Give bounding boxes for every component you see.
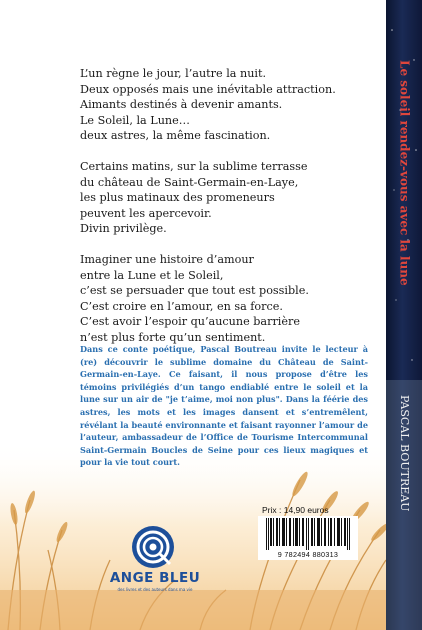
- spine-title: Le soleil rendez-vous avec la lune: [397, 60, 412, 286]
- poem-line: L’un règne le jour, l’autre la nuit.: [80, 67, 267, 80]
- poem-stanza: [80, 252, 370, 346]
- book-spine: [386, 0, 422, 630]
- publisher-name: ANGE BLEU: [109, 570, 201, 586]
- publisher-logo: [100, 524, 210, 614]
- barcode-box: [258, 516, 358, 560]
- poem-stanza: [80, 66, 370, 144]
- poem-line: Certains matins, sur la sublime terrasse: [80, 159, 308, 173]
- poem-line: Le Soleil, la Lune…: [80, 113, 190, 127]
- poem-line: du château de Saint-Germain-en-Laye,: [80, 175, 299, 189]
- poem-line: Deux opposés mais une inévitable attraction.: [80, 82, 336, 96]
- poem-stanza: [80, 159, 370, 237]
- poem-line: Aimants destinés à devenir amants.: [80, 98, 283, 112]
- poem-line: peuvent les apercevoir.: [80, 206, 212, 220]
- poem: [80, 66, 370, 361]
- poem-line: les plus matinaux des promeneurs: [80, 191, 275, 205]
- ange-bleu-logo-icon: [130, 524, 176, 570]
- book-blurb: Dans ce conte poétique, Pascal Boutreau invite le lecteur à (re) découvrir le sublime domaine du Château de Saint-Germain-en-Laye. Ce faisant, il nous propose d’être les témoins privilégiés d’un tango endiablé entre le soleil et la lune sur un air de "je t’aime, moi non plus". Dans la féérie des astres, les mots et les images dansent et s’entremêlent, révélant la beauté environnante et faisant rayonner l’amour de l’auteur, ambassadeur de l’Office de Tourisme Intercommunal Saint-Germain Boucles de Seine pour ces lieux magiques et pour la vie tout court.: [80, 344, 368, 468]
- poem-line: deux astres, la même fascination.: [80, 129, 271, 143]
- spine-author: PASCAL BOUTREAU: [398, 395, 411, 512]
- publisher-tagline: des livres et des auteurs dans ma vie: [117, 587, 193, 592]
- poem-line: C’est avoir l’espoir qu’aucune barrière: [80, 315, 300, 329]
- poem-line: c’est se persuader que tout est possible.: [80, 284, 309, 298]
- poem-line: C’est croire en l’amour, en sa force.: [80, 299, 283, 313]
- poem-line: Imaginer une histoire d’amour: [80, 252, 254, 266]
- isbn-number: 9 782494 880313: [277, 550, 339, 559]
- poem-line: entre la Lune et le Soleil,: [80, 268, 224, 282]
- price-label: Prix : 14,90 euros: [262, 505, 329, 515]
- poem-line: Divin privilège.: [80, 222, 167, 236]
- poem-line: n’est plus forte qu’un sentiment.: [80, 330, 266, 344]
- spine-decoration: [386, 0, 422, 630]
- barcode-icon: [266, 518, 350, 550]
